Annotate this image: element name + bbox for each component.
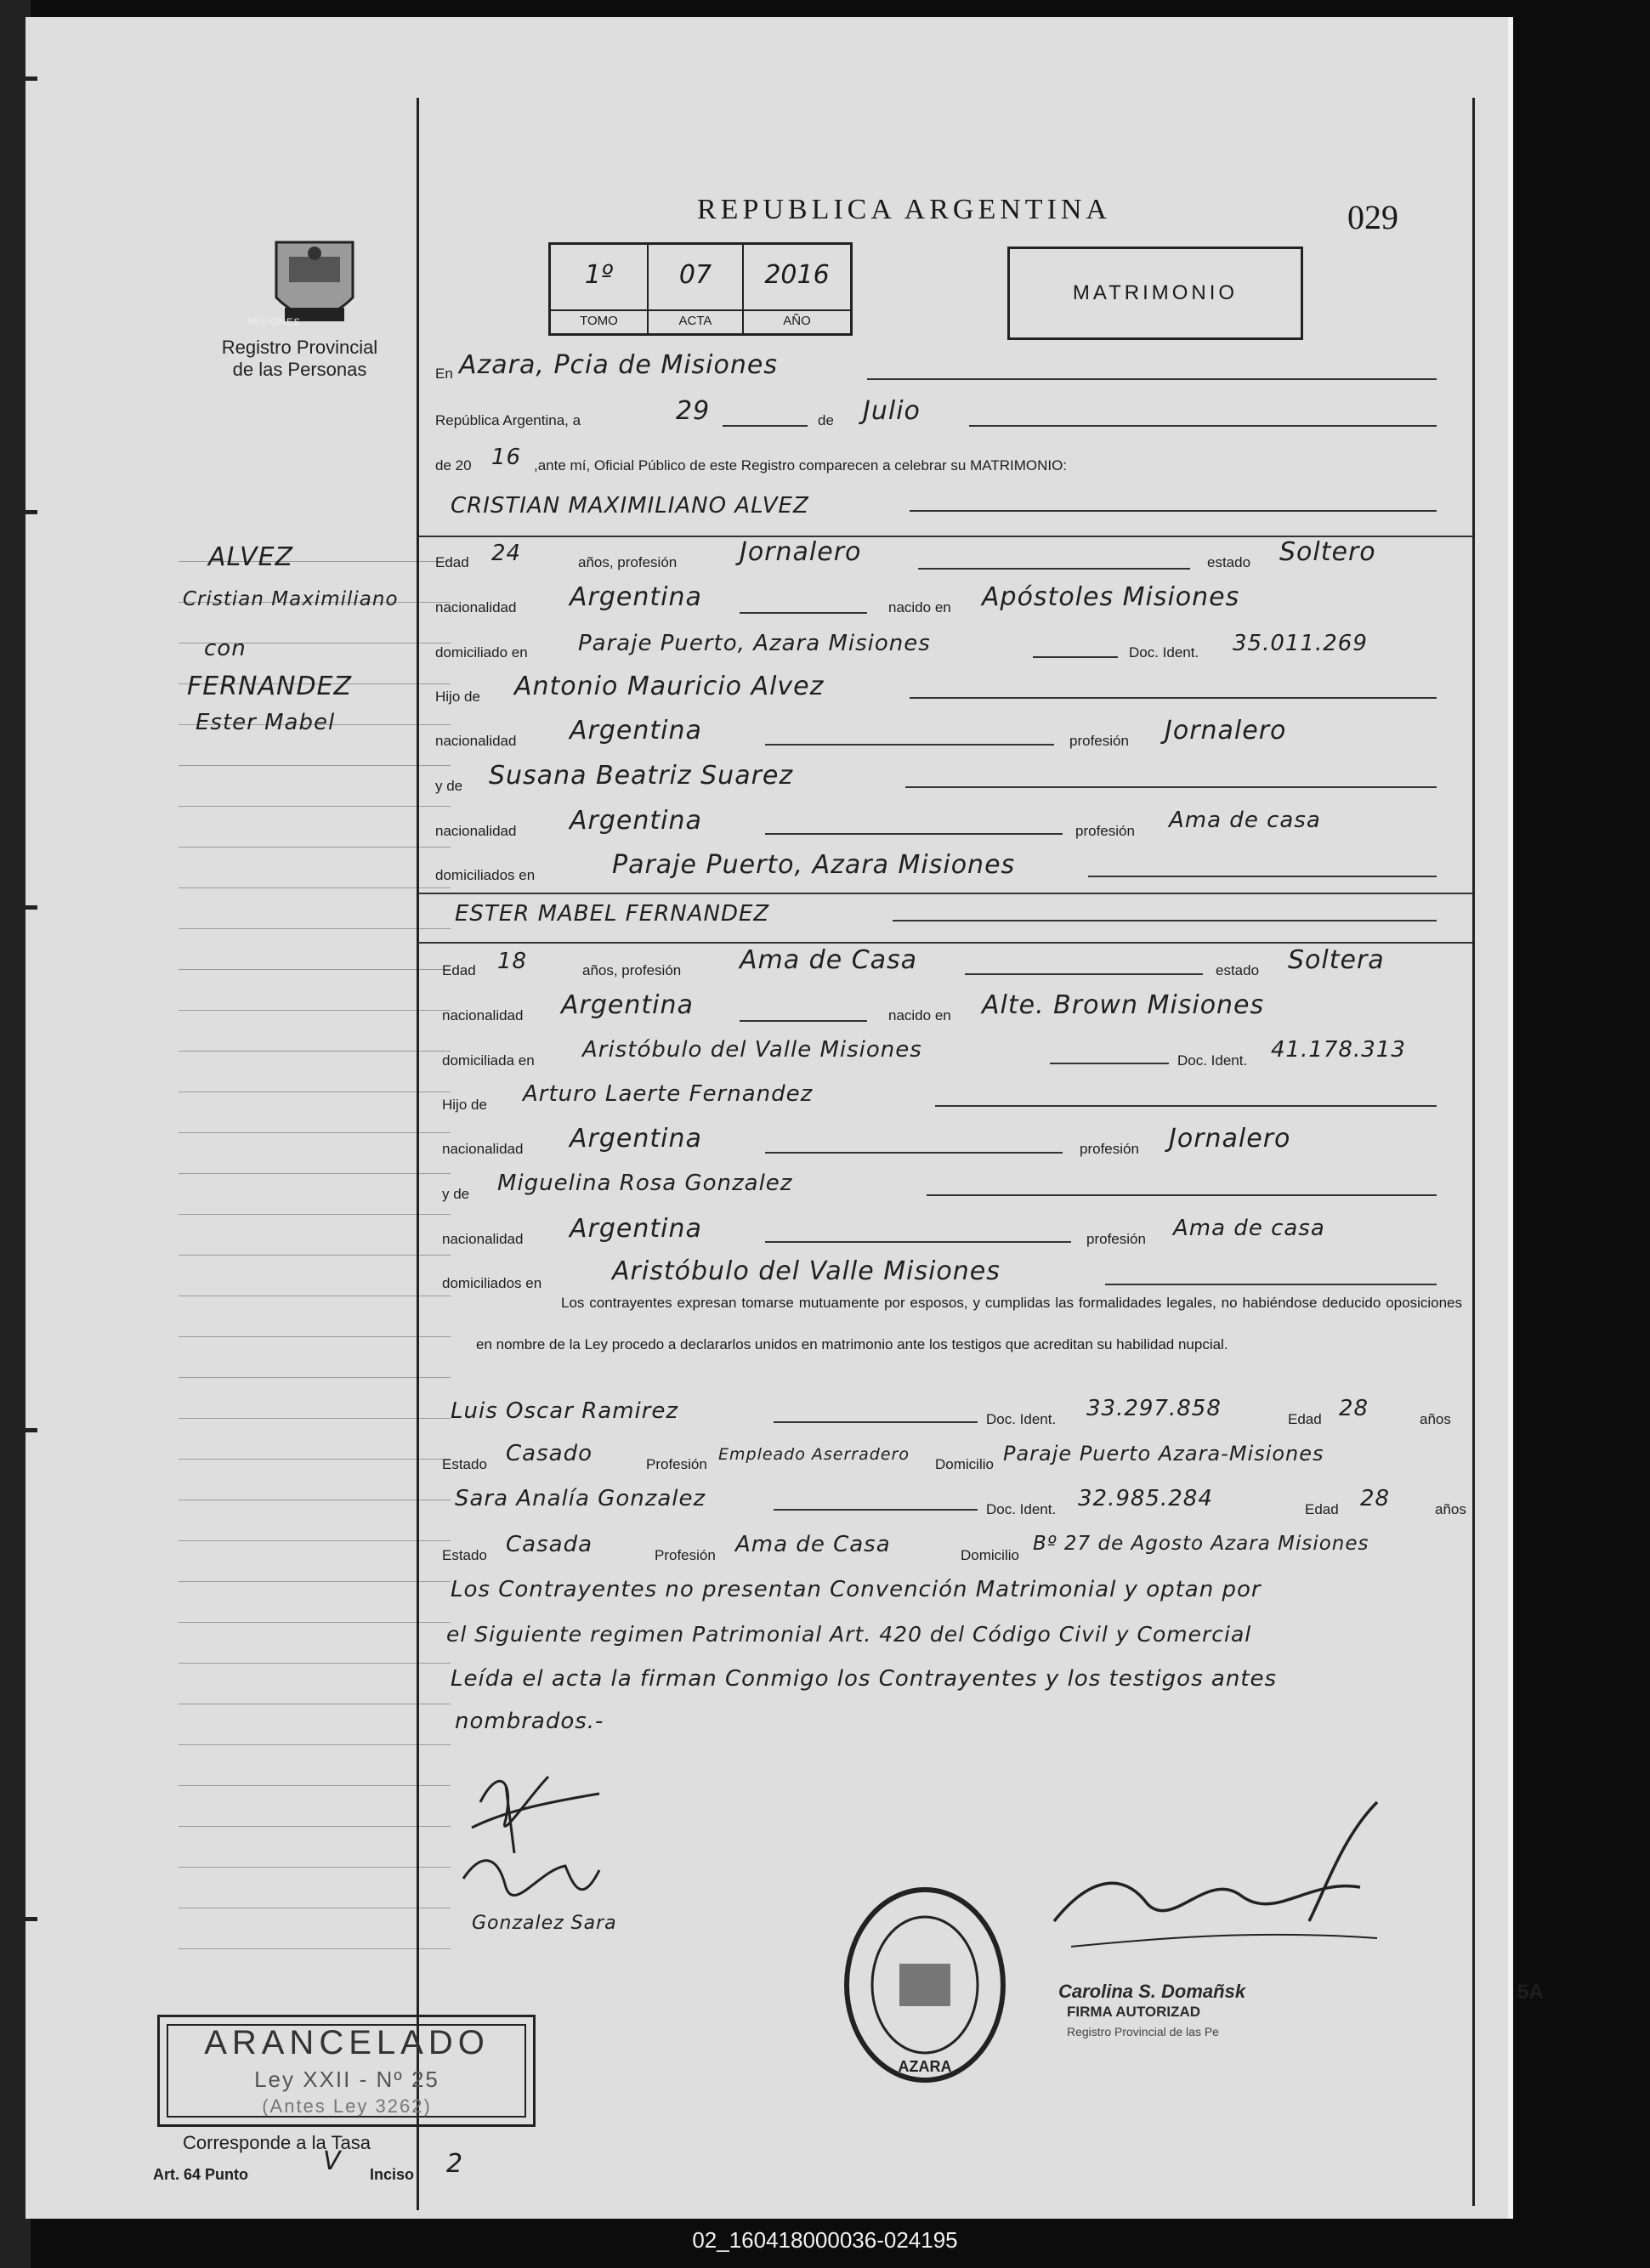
margin-rule <box>179 1173 451 1174</box>
fee-stamp-title: ARANCELADO <box>204 2024 490 2061</box>
seal-text: AZARA <box>898 2058 952 2075</box>
crest-label: MISIONES <box>248 317 301 327</box>
label-nacionalidad: nacionalidad <box>442 1141 524 1157</box>
label-de-20: de 20 <box>435 457 472 473</box>
fee-stamp-former-law: (Antes Ley 3262) <box>262 2095 432 2117</box>
filler-line <box>723 425 808 427</box>
bride-father-nationality: Argentina <box>570 1124 702 1154</box>
label-profesion: profesión <box>1075 823 1135 839</box>
bride-father: Arturo Laerte Fernandez <box>523 1081 814 1107</box>
margin-rule <box>179 1051 451 1052</box>
label-doc-ident: Doc. Ident. <box>1129 644 1199 661</box>
filler-line <box>910 697 1437 699</box>
bride-parents-address: Aristóbulo del Valle Misiones <box>612 1256 1001 1286</box>
witness1-age: 28 <box>1339 1396 1369 1421</box>
groom-father: Antonio Mauricio Alvez <box>514 672 825 701</box>
ano-label: AÑO <box>744 309 850 333</box>
margin-rule <box>179 847 451 848</box>
bride-address: Aristóbulo del Valle Misiones <box>582 1037 922 1063</box>
filler-line <box>927 1194 1437 1196</box>
year-value: 16 <box>491 445 522 470</box>
margin-rule <box>179 1785 451 1786</box>
bride-doc: 41.178.313 <box>1271 1037 1406 1063</box>
label-estado: estado <box>1216 962 1260 978</box>
margin-rule <box>179 1091 451 1092</box>
margin-note-surname: ALVEZ <box>208 542 294 572</box>
label-profesion: profesión <box>1086 1231 1146 1247</box>
label-nacionalidad: nacionalidad <box>435 599 517 615</box>
binding-mark <box>26 1428 37 1432</box>
margin-rule <box>179 1540 451 1541</box>
filler-line <box>774 1509 978 1511</box>
bride-name: ESTER MABEL FERNANDEZ <box>455 901 770 927</box>
ano-value: 2016 <box>764 260 830 290</box>
label-anos-profesion: años, profesión <box>582 962 682 978</box>
filler-line <box>765 1152 1063 1154</box>
filler-line <box>867 378 1437 380</box>
binding-mark <box>26 510 37 514</box>
margin-rule <box>179 1744 451 1745</box>
filler-line <box>740 1020 867 1022</box>
label-profesion: Profesión <box>655 1547 716 1563</box>
fee-note-inciso-value: 2 <box>446 2149 464 2179</box>
filler-line <box>1033 656 1118 658</box>
bride-father-profession: Jornalero <box>1169 1124 1291 1154</box>
label-doc-ident: Doc. Ident. <box>1177 1052 1248 1069</box>
label-hijo-de: Hijo de <box>442 1097 487 1113</box>
margin-rule <box>179 1255 451 1256</box>
note-line-1: Los Contrayentes no presentan Convención Matrimonial y optan por <box>451 1577 1262 1602</box>
fee-note-inciso-label: Inciso <box>370 2166 415 2183</box>
groom-nationality: Argentina <box>570 582 702 612</box>
label-doc-ident: Doc. Ident. <box>986 1501 1057 1517</box>
groom-father-nationality: Argentina <box>570 716 702 746</box>
binding-mark <box>26 1917 37 1921</box>
acta-label: ACTA <box>649 309 742 333</box>
label-edad: Edad <box>442 962 476 978</box>
groom-father-profession: Jornalero <box>1165 716 1287 746</box>
filler-line <box>1088 876 1437 877</box>
groom-mother: Susana Beatriz Suarez <box>489 761 794 791</box>
bride-nationality: Argentina <box>561 990 694 1020</box>
margin-note-surname2: FERNANDEZ <box>187 672 353 701</box>
margin-rule <box>179 1663 451 1664</box>
groom-profession: Jornalero <box>740 537 862 567</box>
margin-note-given2: Ester Mabel <box>196 710 336 735</box>
label-doc-ident: Doc. Ident. <box>986 1411 1057 1427</box>
label-estado: Estado <box>442 1456 487 1472</box>
label-republica: República Argentina, a <box>435 412 581 428</box>
filler-line <box>905 786 1437 788</box>
filler-line <box>969 425 1437 427</box>
filler-line <box>765 1241 1071 1243</box>
groom-mother-profession: Ama de casa <box>1169 808 1321 833</box>
label-edad: Edad <box>1288 1411 1322 1427</box>
note-line-2: el Siguiente regimen Patrimonial Art. 420 del Código Civil y Comercial <box>446 1622 1252 1647</box>
label-ante-mi: ,ante mí, Oficial Público de este Registro comparecen a celebrar su MATRIMONIO: <box>534 457 1068 473</box>
bride-mother-nationality: Argentina <box>570 1214 702 1244</box>
witness2-name: Sara Analía Gonzalez <box>455 1486 706 1511</box>
fee-stamp-law: Ley XXII - Nº 25 <box>254 2067 439 2092</box>
groom-mother-nationality: Argentina <box>570 806 702 836</box>
folio-number: 029 <box>1347 198 1398 236</box>
place-value: Azara, Pcia de Misiones <box>459 350 778 380</box>
label-hijo-de: Hijo de <box>435 689 480 705</box>
declaration-text: Los contrayentes expresan tomarse mutuamente por esposos, y cumplidas las formalidades legales, no habiéndose deducido oposiciones en nombre de la Ley procedo a declararlos unidos en matrimonio ante los testigos que acreditan su habilidad nupcial. <box>476 1295 1462 1352</box>
label-y-de: y de <box>442 1186 470 1202</box>
label-edad: Edad <box>1305 1501 1339 1517</box>
registry-name-line1: Registro Provincial <box>221 337 378 358</box>
filler-line <box>918 568 1190 570</box>
officer-role: FIRMA AUTORIZAD <box>1067 2004 1201 2020</box>
officer-name: Carolina S. Domañsk <box>1058 1981 1246 2002</box>
groom-address: Paraje Puerto, Azara Misiones <box>578 631 931 656</box>
month-value: Julio <box>863 396 921 426</box>
label-domiciliados: domiciliados en <box>435 867 536 883</box>
bride-birthplace: Alte. Brown Misiones <box>982 990 1265 1020</box>
groom-parents-address: Paraje Puerto, Azara Misiones <box>612 850 1016 880</box>
filler-line <box>765 744 1054 746</box>
right-border-line <box>1472 98 1475 2206</box>
filler-line <box>1050 1063 1169 1064</box>
margin-rule <box>179 765 451 766</box>
label-domicilio: Domicilio <box>935 1456 994 1472</box>
label-estado: estado <box>1207 554 1251 570</box>
side-mark: 5A <box>1517 1981 1544 2004</box>
officer-signature <box>1003 1785 1411 1981</box>
groom-name: CRISTIAN MAXIMILIANO ALVEZ <box>451 493 809 519</box>
margin-rule <box>179 806 451 807</box>
label-profesion: Profesión <box>646 1456 707 1472</box>
bride-mother: Miguelina Rosa Gonzalez <box>497 1171 793 1196</box>
label-nacionalidad: nacionalidad <box>435 823 517 839</box>
margin-divider-line <box>417 98 419 2210</box>
note-line-4: nombrados.- <box>455 1709 604 1734</box>
label-y-de: y de <box>435 778 463 794</box>
label-de: de <box>818 412 834 428</box>
margin-rule <box>179 969 451 970</box>
filler-line <box>774 1421 978 1423</box>
label-domiciliado: domiciliado en <box>435 644 528 661</box>
filler-line <box>910 510 1437 512</box>
witness1-address: Paraje Puerto Azara-Misiones <box>1003 1442 1324 1466</box>
bride-profession: Ama de Casa <box>740 945 918 975</box>
registry-name-line2: de las Personas <box>232 359 367 380</box>
filler-line <box>740 612 867 614</box>
witness2-address: Bº 27 de Agosto Azara Misiones <box>1033 1533 1369 1555</box>
tomo-label: TOMO <box>551 309 647 333</box>
fee-stamp <box>157 2015 536 2127</box>
label-anos: años <box>1435 1501 1466 1517</box>
country-title: REPUBLICA ARGENTINA <box>697 194 1111 225</box>
witness2-profession: Ama de Casa <box>735 1532 891 1557</box>
acta-cell <box>649 245 744 333</box>
filler-line <box>965 973 1203 975</box>
image-caption: 02_160418000036-024195 <box>692 2227 958 2253</box>
margin-rule <box>179 1622 451 1623</box>
margin-rule <box>179 887 451 888</box>
margin-rule <box>179 1948 451 1949</box>
label-anos-profesion: años, profesión <box>578 554 678 570</box>
label-domicilio: Domicilio <box>961 1547 1019 1563</box>
label-estado: Estado <box>442 1547 487 1563</box>
label-nacionalidad: nacionalidad <box>435 733 517 749</box>
act-type-box: MATRIMONIO <box>1007 247 1303 340</box>
official-seal-icon <box>840 1883 1010 2087</box>
margin-rule <box>179 1826 451 1827</box>
groom-doc: 35.011.269 <box>1233 631 1368 656</box>
label-domiciliada: domiciliada en <box>442 1052 535 1069</box>
bride-mother-profession: Ama de casa <box>1173 1216 1325 1241</box>
fee-note-line1: Corresponde a la Tasa <box>183 2132 371 2153</box>
label-profesion: profesión <box>1080 1141 1139 1157</box>
record-reference-box <box>548 242 853 336</box>
ano-cell <box>744 245 850 333</box>
label-nacionalidad: nacionalidad <box>442 1231 524 1247</box>
margin-rule <box>179 1132 451 1133</box>
margin-rule <box>179 1377 451 1378</box>
binding-mark <box>26 905 37 910</box>
witness2-doc: 32.985.284 <box>1078 1486 1213 1511</box>
margin-note-given: Cristian Maximiliano <box>183 588 399 610</box>
witness1-profession: Empleado Aserradero <box>718 1445 910 1464</box>
margin-rule <box>179 1010 451 1011</box>
label-domiciliados: domiciliados en <box>442 1275 542 1291</box>
margin-rule <box>179 1336 451 1337</box>
tomo-cell <box>551 245 649 333</box>
margin-rule <box>179 1581 451 1582</box>
acta-value: 07 <box>678 260 712 290</box>
groom-status: Soltero <box>1279 537 1376 567</box>
filler-line <box>893 920 1437 921</box>
witness2-status: Casada <box>506 1532 593 1557</box>
witness1-name: Luis Oscar Ramirez <box>451 1398 679 1424</box>
label-en: En <box>435 366 453 382</box>
section-divider <box>418 942 1472 944</box>
witness2-age: 28 <box>1360 1486 1391 1511</box>
label-edad: Edad <box>435 554 469 570</box>
label-anos: años <box>1420 1411 1451 1427</box>
fee-note-punto-value: V <box>323 2146 342 2176</box>
label-profesion: profesión <box>1069 733 1129 749</box>
groom-age: 24 <box>491 541 522 566</box>
margin-rule <box>179 1459 451 1460</box>
register-page <box>26 17 1544 2219</box>
groom-birthplace: Apóstoles Misiones <box>982 582 1240 612</box>
section-divider <box>418 893 1472 894</box>
bride-age: 18 <box>497 949 528 974</box>
filler-line <box>935 1105 1437 1107</box>
officer-registry: Registro Provincial de las Pe <box>1067 2025 1219 2038</box>
label-nacionalidad: nacionalidad <box>442 1007 524 1023</box>
label-nacido-en: nacido en <box>888 599 951 615</box>
margin-rule <box>179 928 451 929</box>
day-value: 29 <box>676 396 711 426</box>
tomo-value: 1º <box>584 260 614 290</box>
margin-rule <box>179 1418 451 1419</box>
binding-mark <box>26 77 37 81</box>
note-line-3: Leída el acta la firman Conmigo los Contrayentes y los testigos antes <box>451 1666 1278 1692</box>
witness1-status: Casado <box>506 1441 593 1466</box>
margin-rule <box>179 1214 451 1215</box>
witness-signature-text: Gonzalez Sara <box>472 1913 617 1934</box>
margin-note-con: con <box>204 636 247 661</box>
filler-line <box>765 833 1063 835</box>
bride-status: Soltera <box>1288 945 1385 975</box>
fee-note-article-label: Art. 64 Punto <box>153 2166 249 2183</box>
margin-rule <box>179 1867 451 1868</box>
label-nacido-en: nacido en <box>888 1007 951 1023</box>
witness1-doc: 33.297.858 <box>1086 1396 1222 1421</box>
